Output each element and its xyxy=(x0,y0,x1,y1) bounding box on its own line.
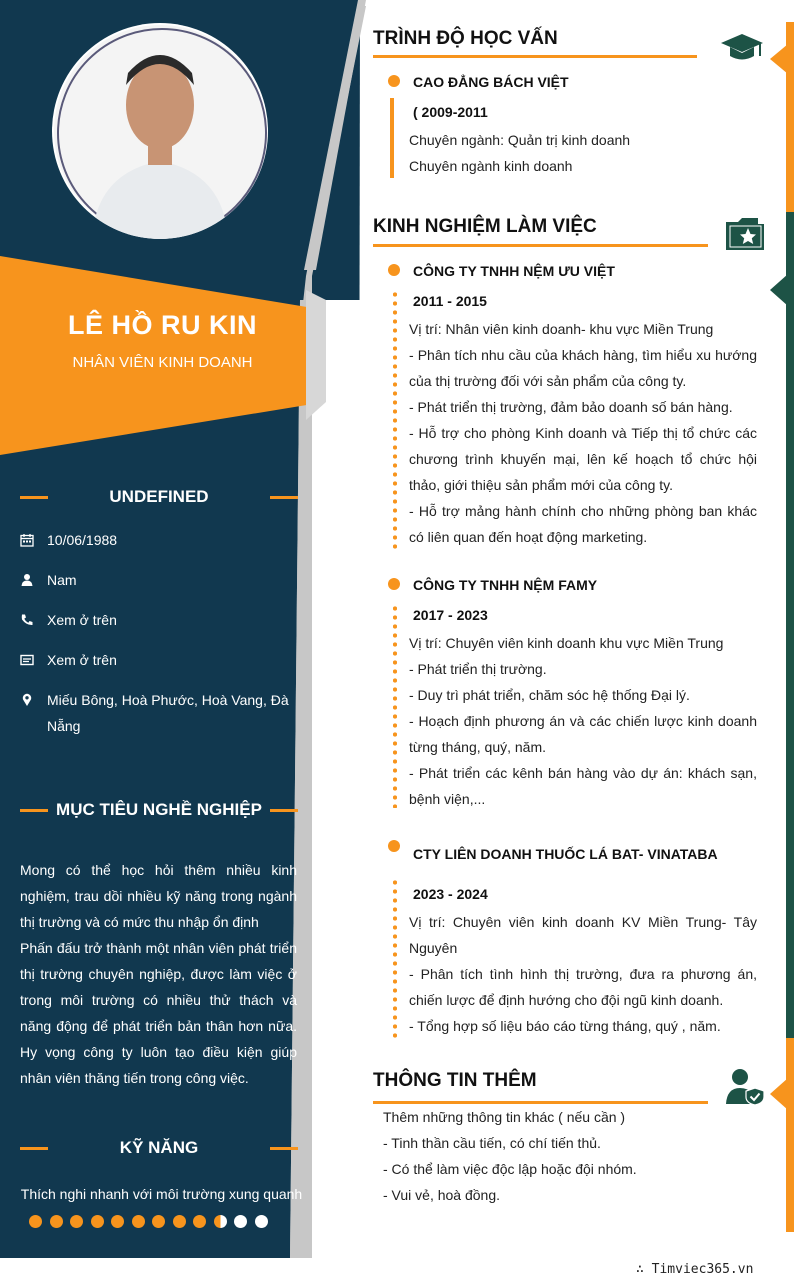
heading-rule xyxy=(270,496,298,499)
job-description: Vị trí: Nhân viên kinh doanh- khu vực Miền Trung - Phân tích nhu cầu của khách hàng, tìm hiểu xu hướng của thị trường đối với sản phẩm của công ty. - Phát triển thị trường, đảm bảo doanh số bán hàng. - Hỗ trợ cho phòng Kinh doanh và Tiếp thị tổ chức các chương trình khuyến mại, lên kế hoạch tổ chức hội thảo, giới thiệu sản phẩm mới của công ty. - Hỗ trợ mảng hành chính cho những phòng ban khác có liên quan đến hoạt động marketing. xyxy=(409,321,757,545)
experience-bullet xyxy=(388,578,400,590)
birthdate-value: 10/06/1988 xyxy=(47,532,118,548)
phone-icon xyxy=(20,613,34,627)
logo-icon: ∴ xyxy=(636,1262,644,1277)
additional-text: Thêm những thông tin khác ( nếu cần ) - Tinh thần cầu tiến, có chí tiến thủ. - Có thể làm việc độc lập hoặc đội nhóm. - Vui vẻ, hoà đồng. xyxy=(383,1109,637,1203)
skill-rating-dot xyxy=(91,1215,104,1228)
experience-timeline-dots xyxy=(393,604,397,808)
skill-rating-dot xyxy=(70,1215,83,1228)
education-line: Chuyên ngành: Quản trị kinh doanh xyxy=(409,132,631,148)
personal-info-heading xyxy=(20,485,298,509)
objective-heading xyxy=(20,798,298,822)
email-icon xyxy=(20,653,34,667)
education-heading: TRÌNH ĐỘ HỌC VẤN xyxy=(373,28,558,49)
user-icon xyxy=(20,573,34,587)
heading-rule xyxy=(270,809,298,812)
avatar-photo xyxy=(52,23,268,239)
birthdate-row xyxy=(20,527,290,553)
phone-row xyxy=(20,607,290,633)
candidate-name: LÊ HỒ RU KIN xyxy=(67,310,257,340)
watermark-text: Timviec365.vn xyxy=(651,1262,754,1277)
objective-text: Mong có thể học hỏi thêm nhiều kinh nghiệm, trau dồi nhiều kỹ năng trong ngành thị trường và có mức thu nhập ổn định Phấn đấu trở thành một nhân viên phát triển thị trường chuyên nghiệp, được làm việc ở trong môi trường có nhiều thử thách và năng động để phát triển bản thân hơn nữa. Hy vọng công ty luôn tạo điều kiện giúp nhân viên thăng tiến trong công việc. xyxy=(20,862,297,1086)
skill-rating-dot xyxy=(214,1215,227,1228)
skill-rating-dot xyxy=(152,1215,165,1228)
calendar-icon xyxy=(20,533,34,547)
skill-name: Thích nghi nhanh với môi trường xung quanh xyxy=(20,1186,303,1202)
skills-heading xyxy=(20,1136,298,1160)
experience-heading-rule xyxy=(373,244,708,247)
skill-rating-dot xyxy=(29,1215,42,1228)
skill-rating-dot xyxy=(193,1215,206,1228)
education-bullet xyxy=(388,75,400,87)
gender-row xyxy=(20,567,290,593)
graduation-cap-icon xyxy=(720,30,764,64)
company-name: CÔNG TY TNHH NỆM FAMY xyxy=(413,577,598,593)
skill-rating-dot xyxy=(255,1215,268,1228)
gender-value: Nam xyxy=(47,572,77,588)
phone-value: Xem ở trên xyxy=(47,612,117,628)
experience-heading: KINH NGHIỆM LÀM VIỆC xyxy=(373,216,597,237)
personal-info-heading-text: UNDEFINED xyxy=(109,487,209,506)
location-icon xyxy=(20,693,34,707)
address-value: Miếu Bông, Hoà Phước, Hoà Vang, Đà Nẵng xyxy=(47,692,289,734)
experience-timeline-dots xyxy=(393,878,397,1042)
job-period: 2023 - 2024 xyxy=(413,886,488,902)
job-period: 2011 - 2015 xyxy=(413,293,487,309)
skills-heading-text: KỸ NĂNG xyxy=(119,1138,199,1157)
email-row xyxy=(20,647,290,673)
job-description: Vị trí: Chuyên viên kinh doanh KV Miền Trung- Tây Nguyên - Phân tích tình hình thị trường, đưa ra phương án, chiến lược để định hướng cho đội ngũ kinh doanh. - Tổng hợp số liệu báo cáo từng tháng, quý , năm. xyxy=(409,914,757,1034)
school-name: CAO ĐẲNG BÁCH VIỆT xyxy=(413,74,569,90)
education-timeline-bar xyxy=(390,98,394,178)
skill-rating-dot xyxy=(132,1215,145,1228)
skill-rating-dot xyxy=(111,1215,124,1228)
additional-heading: THÔNG TIN THÊM xyxy=(373,1070,537,1091)
address-row xyxy=(20,687,290,739)
company-name: CÔNG TY TNHH NỆM ƯU VIỆT xyxy=(413,263,615,279)
job-period: 2017 - 2023 xyxy=(413,607,488,623)
job-description: Vị trí: Chuyên viên kinh doanh khu vực Miền Trung - Phát triển thị trường. - Duy trì phát triển, chăm sóc hệ thống Đại lý. - Hoạch định phương án và các chiến lược kinh doanh từng tháng, quý, năm. - Phát triển các kênh bán hàng vào dự án: khách sạn, bệnh viện,... xyxy=(409,635,757,807)
education-period: ( 2009-2011 xyxy=(413,104,488,120)
experience-timeline-dots xyxy=(393,290,397,552)
company-name: CTY LIÊN DOANH THUỐC LÁ BAT- VINATABA xyxy=(413,846,718,862)
candidate-job-title: NHÂN VIÊN KINH DOANH xyxy=(72,354,253,371)
email-value: Xem ở trên xyxy=(47,652,117,668)
heading-rule xyxy=(270,1147,298,1150)
folder-star-icon xyxy=(724,216,766,252)
skill-rating-dot xyxy=(50,1215,63,1228)
skill-rating-dot xyxy=(234,1215,247,1228)
experience-bullet xyxy=(388,840,400,852)
experience-bullet xyxy=(388,264,400,276)
avatar xyxy=(52,23,268,239)
education-heading-rule xyxy=(373,55,697,58)
objective-heading-text: MỤC TIÊU NGHỀ NGHIỆP xyxy=(56,800,262,819)
edge-chevrons xyxy=(768,0,800,1284)
watermark xyxy=(636,1262,753,1277)
education-line: Chuyên ngành kinh doanh xyxy=(409,158,573,174)
skill-rating-dot xyxy=(173,1215,186,1228)
user-shield-icon xyxy=(724,1068,766,1106)
